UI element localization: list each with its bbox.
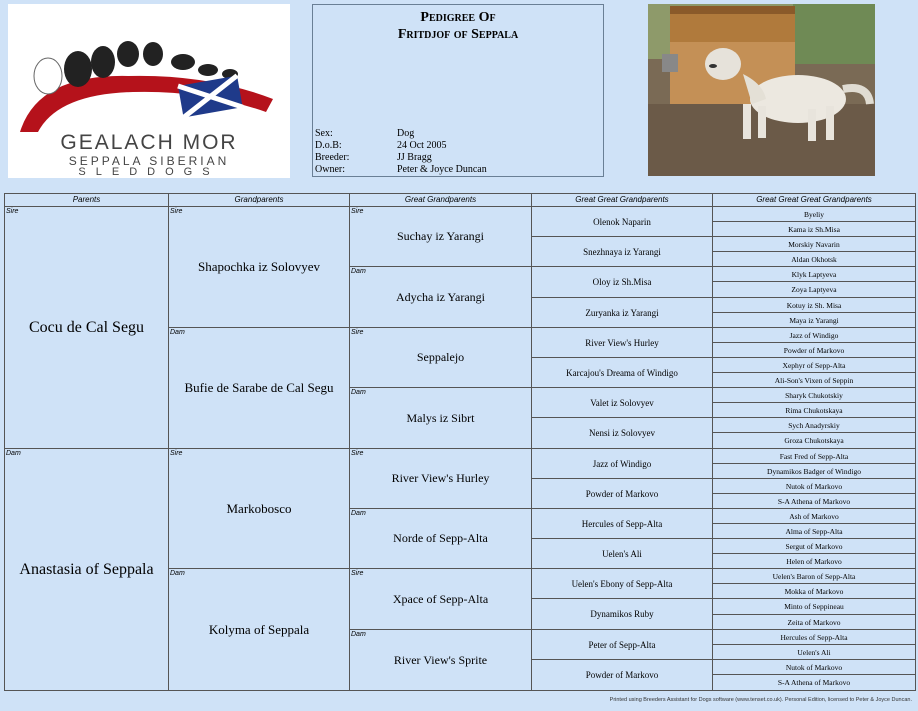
dog-name: Morskiy Navarin — [788, 239, 840, 249]
dog-name: Fast Fred of Sepp-Alta — [779, 451, 849, 461]
pedigree-cell — [532, 599, 713, 630]
dog-name: Nutok of Markovo — [785, 481, 843, 491]
sled-dog-team-logo — [8, 4, 290, 134]
pedigree-cell — [532, 630, 713, 660]
pedigree-cell — [713, 599, 915, 615]
dog-name: Powder of Markovo — [783, 345, 845, 355]
dog-name: Ali-Son's Vixen of Seppin — [774, 375, 854, 385]
dog-name: River View's Sprite — [393, 652, 488, 667]
dog-name: Kotuy iz Sh. Misa — [786, 300, 842, 310]
pedigree-cell — [713, 494, 915, 509]
dog-name: Seppalejo — [416, 350, 465, 364]
pedigree-cell — [713, 373, 915, 388]
pedigree-cell — [532, 449, 713, 479]
pedigree-cell — [713, 388, 915, 403]
dog-name: Groza Chukotskaya — [784, 436, 844, 445]
dog-name: Aldan Okhotsk — [791, 254, 837, 264]
pedigree-cell — [532, 569, 713, 599]
dog-name: Zuryanka iz Yarangi — [585, 307, 659, 318]
pedigree-cell — [713, 615, 915, 630]
dog-name: Klyk Laptyeva — [791, 269, 837, 279]
role-label: Sire — [351, 450, 364, 457]
role-label: Sire — [351, 329, 364, 336]
pedigree-cell — [532, 479, 713, 509]
siberian-husky-photo — [648, 4, 875, 176]
pedigree-cell — [350, 509, 532, 569]
dog-name: Sharyk Chukotskiy — [785, 390, 843, 400]
dog-name: Uelen's Ebony of Sepp-Alta — [571, 578, 673, 589]
pedigree-cell — [713, 433, 915, 449]
dog-name: Rima Chukotskaya — [785, 405, 843, 415]
pedigree-cell — [713, 418, 915, 433]
dog-name: Kama iz Sh.Misa — [788, 224, 840, 234]
dog-name: Snezhnaya iz Yarangi — [583, 246, 661, 257]
dog-name: Dynamikos Badger of Windigo — [767, 466, 861, 476]
pedigree-cell — [350, 630, 532, 690]
dog-name: Xephyr of Sepp-Alta — [782, 360, 846, 370]
dog-name: Anastasia of Seppala — [19, 560, 154, 578]
dog-name: Jazz of Windigo — [592, 458, 652, 469]
info-label: Breeder: — [315, 152, 350, 163]
info-value: Dog — [397, 128, 415, 139]
pedigree-cell — [350, 569, 532, 630]
pedigree-cell — [532, 660, 713, 690]
dog-name: Uelen's Baron of Sepp-Alta — [772, 571, 856, 581]
info-value: JJ Bragg — [397, 152, 432, 163]
pedigree-cell — [713, 554, 915, 569]
dog-name: Olenok Naparin — [593, 216, 651, 227]
pedigree-table — [4, 193, 916, 691]
kennel-logo — [8, 4, 290, 178]
pedigree-cell — [713, 584, 915, 599]
pedigree-cell — [713, 569, 915, 584]
dog-name: River View's Hurley — [585, 337, 659, 348]
pedigree-cell — [713, 343, 915, 358]
dog-name: Zeita of Markovo — [787, 617, 841, 627]
pedigree-cell — [169, 449, 350, 569]
dog-name: Adycha iz Yarangi — [396, 289, 485, 304]
column-header: Parents — [5, 194, 169, 207]
pedigree-title-line-1: Pedigree Of — [420, 10, 496, 25]
dog-name: Alma of Sepp-Alta — [785, 526, 843, 536]
pedigree-cell — [532, 509, 713, 539]
pedigree-cell — [713, 509, 915, 524]
dog-name: Norde of Sepp-Alta — [393, 531, 488, 545]
logo-line-3: SLEDDOGS — [78, 166, 220, 178]
pedigree-cell — [713, 313, 915, 328]
info-label: Sex: — [315, 128, 333, 139]
pedigree-cell — [532, 237, 713, 267]
dog-name: Nutok of Markovo — [785, 662, 843, 672]
column-header: Great Great Grandparents — [532, 194, 713, 207]
dog-name: Dynamikos Ruby — [590, 609, 654, 619]
role-label: Dam — [351, 268, 366, 275]
pedigree-cell — [713, 237, 915, 252]
dog-name: Bufie de Sarabe de Cal Segu — [184, 380, 334, 395]
pedigree-cell — [532, 539, 713, 569]
pedigree-cell — [169, 207, 350, 328]
pedigree-cell — [713, 675, 915, 690]
column-header: Great Grandparents — [350, 194, 532, 207]
dog-name: Karcajou's Dreama of Windigo — [566, 367, 678, 378]
dog-name: Maya iz Yarangi — [789, 315, 839, 325]
pedigree-cell — [350, 388, 532, 449]
pedigree-cell — [713, 267, 915, 282]
dog-name: Ash of Markovo — [789, 511, 839, 521]
pedigree-cell — [713, 298, 915, 313]
dog-name: Sych Anadyrskiy — [788, 420, 840, 430]
pedigree-cell — [713, 449, 915, 464]
info-value: 24 Oct 2005 — [397, 140, 447, 151]
dog-name: Suchay iz Yarangi — [397, 229, 484, 243]
dog-name: Kolyma of Seppala — [208, 621, 310, 637]
column-header: Grandparents — [169, 194, 350, 207]
info-label: D.o.B: — [315, 140, 342, 151]
dog-name: Helen of Markovo — [786, 556, 842, 566]
pedigree-cell — [350, 267, 532, 328]
dog-name: Uelen's Ali — [602, 548, 642, 559]
dog-name: Zoya Laptyeva — [791, 285, 837, 294]
pedigree-title-line-2: Fritdjof of Seppala — [397, 27, 519, 42]
role-label: Dam — [351, 510, 366, 517]
dog-name: Markobosco — [226, 500, 292, 516]
role-label: Dam — [6, 450, 21, 457]
role-label: Dam — [351, 389, 366, 396]
dog-name: Peter of Sepp-Alta — [588, 639, 656, 650]
dog-name: Hercules of Sepp-Alta — [581, 518, 663, 529]
role-label: Sire — [351, 208, 364, 215]
dog-name: Valet iz Solovyev — [590, 397, 654, 408]
pedigree-cell — [532, 418, 713, 449]
dog-name: S-A Athena of Markovo — [777, 678, 851, 687]
pedigree-cell — [532, 358, 713, 388]
pedigree-cell — [169, 569, 350, 690]
role-label: Sire — [351, 570, 364, 577]
dog-name: Malys iz Sibrt — [406, 410, 475, 425]
pedigree-cell — [713, 479, 915, 494]
pedigree-cell — [713, 464, 915, 479]
pedigree-cell — [532, 207, 713, 237]
pedigree-cell — [350, 207, 532, 267]
pedigree-cell — [532, 328, 713, 358]
dog-name: Xpace of Sepp-Alta — [392, 591, 489, 606]
pedigree-cell — [713, 282, 915, 298]
dog-name: Uelen's Ali — [797, 647, 831, 657]
dog-name: Cocu de Cal Segu — [28, 318, 145, 336]
pedigree-cell — [713, 524, 915, 539]
footer-note: Printed using Breeders Assistant for Dogs software (www.tenset.co.uk). Personal Edition, licensed to Peter & Joyce Duncan. — [609, 697, 912, 703]
dog-name: Mokka of Markovo — [784, 586, 844, 596]
pedigree-cell — [532, 298, 713, 328]
pedigree-info-box — [312, 4, 604, 177]
pedigree-cell — [713, 539, 915, 554]
pedigree-cell — [350, 449, 532, 509]
pedigree-cell — [713, 403, 915, 418]
pedigree-cell — [169, 328, 350, 449]
logo-line-2: SEPPALA SIBERIAN — [68, 154, 230, 168]
info-label: Owner: — [315, 164, 345, 175]
pedigree-cell — [713, 630, 915, 645]
role-label: Sire — [6, 208, 19, 215]
dog-name: Powder of Markovo — [585, 670, 659, 680]
pedigree-cell — [713, 222, 915, 237]
pedigree-cell — [713, 328, 915, 343]
dog-name: Oloy iz Sh.Misa — [592, 277, 652, 287]
dog-name: Powder of Markovo — [585, 488, 659, 499]
dog-photo — [648, 4, 875, 176]
pedigree-cell — [713, 660, 915, 675]
role-label: Dam — [351, 631, 366, 638]
role-label: Dam — [170, 329, 185, 336]
pedigree-cell — [713, 252, 915, 267]
dog-name: Nensi iz Solovyev — [589, 428, 655, 438]
dog-name: Shapochka iz Solovyev — [197, 259, 321, 274]
pedigree-cell — [713, 207, 915, 222]
pedigree-cell — [713, 645, 915, 660]
dog-name: S-A Athena of Markovo — [777, 496, 851, 506]
role-label: Sire — [170, 450, 183, 457]
pedigree-cell — [713, 358, 915, 373]
dog-name: Hercules of Sepp-Alta — [780, 632, 848, 642]
pedigree-cell — [5, 449, 169, 690]
column-header: Great Great Great Grandparents — [713, 194, 915, 207]
pedigree-cell — [350, 328, 532, 388]
role-label: Sire — [170, 208, 183, 215]
logo-line-1: GEALACH MOR — [60, 131, 238, 154]
dog-name: Byeliy — [804, 209, 824, 219]
dog-name: River View's Hurley — [391, 471, 490, 485]
pedigree-cell — [532, 388, 713, 418]
info-value: Peter & Joyce Duncan — [397, 164, 487, 175]
dog-name: Minto of Seppineau — [784, 602, 844, 611]
pedigree-cell — [532, 267, 713, 298]
role-label: Dam — [170, 570, 185, 577]
dog-name: Jazz of Windigo — [789, 330, 839, 340]
pedigree-cell — [5, 207, 169, 449]
dog-name: Sergut of Markovo — [785, 541, 843, 551]
